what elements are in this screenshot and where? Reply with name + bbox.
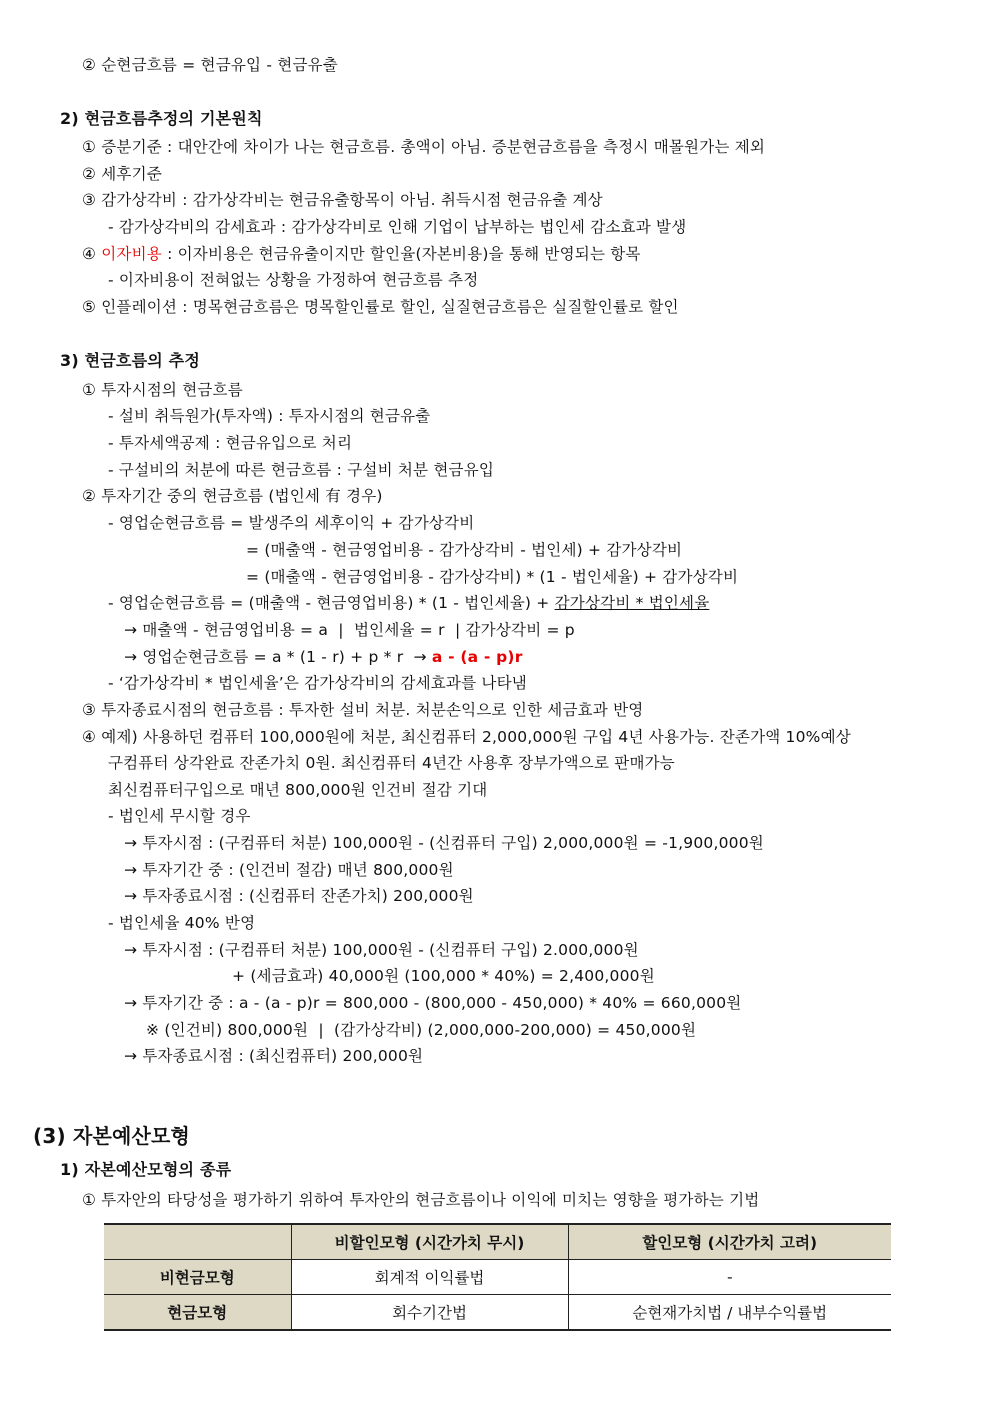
investment-point-cashflow: ① 투자시점의 현금흐름 <box>82 381 243 399</box>
interest-keyword: 이자비용 <box>101 245 162 263</box>
ignore-tax-investment-point: → 투자시점 : (구컴퓨터 처분) 100,000원 - (신컴퓨터 구입) 2,000,000원 = -1,900,000원 <box>124 834 764 852</box>
table-header-cell: 할인모형 (시간가치 고려) <box>568 1224 891 1260</box>
tax-shield-note: - ‘감가상각비 * 법인세율’은 감가상각비의 감세효과를 나타냄 <box>108 674 527 692</box>
operating-cashflow-formula-3: = (매출액 - 현금영업비용 - 감가상각비) * (1 - 법인세율) + 감가상각비 <box>246 568 739 586</box>
with-tax-during-note: ※ (인건비) 800,000원 | (감가상각비) (2,000,000-200,000) = 450,000원 <box>146 1021 697 1039</box>
table-row-header: 비현금모형 <box>104 1260 291 1295</box>
with-tax-investment-point-cont: + (세금효과) 40,000원 (100,000 * 40%) = 2,400,000원 <box>232 967 655 985</box>
operating-cashflow-formula-1: - 영업순현금흐름 = 발생주의 세후이익 + 감가상각비 <box>108 514 475 532</box>
termination-cashflow: ③ 투자종료시점의 현금흐름 : 투자한 설비 처분. 처분손익으로 인한 세금효과 반영 <box>82 701 644 719</box>
acquisition-cost: - 설비 취득원가(투자액) : 투자시점의 현금유출 <box>108 407 431 425</box>
section-heading-model-types: 1) 자본예산모형의 종류 <box>60 1160 232 1179</box>
principle-incremental: ① 증분기준 : 대안간에 차이가 나는 현금흐름. 총액이 아님. 증분현금흐름을 측정시 매몰원가는 제외 <box>82 138 766 156</box>
example-line-2: 구컴퓨터 상각완료 잔존가치 0원. 최신컴퓨터 4년간 사용후 장부가액으로 판매가능 <box>108 754 675 772</box>
old-equipment-disposal: - 구설비의 처분에 따른 현금흐름 : 구설비 처분 현금유입 <box>108 461 495 479</box>
capital-budgeting-table <box>104 1223 891 1331</box>
net-cashflow-formula: ② 순현금흐름 = 현금유입 - 현금유출 <box>82 56 338 74</box>
principle-inflation: ⑤ 인플레이션 : 명목현금흐름은 명목할인률로 할인, 실질현금흐름은 실질할인률로 할인 <box>82 298 679 316</box>
operating-cashflow-simplified: → 영업순현금흐름 = a * (1 - r) + p * r → a - (a - p)r <box>124 648 523 666</box>
section-heading-estimation: 3) 현금흐름의 추정 <box>60 351 200 370</box>
ignore-tax-heading: - 법인세 무시할 경우 <box>108 807 251 825</box>
with-tax-during: → 투자기간 중 : a - (a - p)r = 800,000 - (800,000 - 450,000) * 40% = 660,000원 <box>124 994 742 1012</box>
table-row <box>104 1295 891 1331</box>
principle-after-tax: ② 세후기준 <box>82 165 162 183</box>
ignore-tax-during: → 투자기간 중 : (인건비 절감) 매년 800,000원 <box>124 861 454 879</box>
table-cell: - <box>568 1260 891 1295</box>
section-heading-capital-budgeting: (3) 자본예산모형 <box>33 1124 191 1148</box>
example-line-1: ④ 예제) 사용하던 컴퓨터 100,000원에 처분, 최신컴퓨터 2,000,000원 구입 4년 사용가능. 잔존가액 10%예상 <box>82 728 851 746</box>
table-row <box>104 1260 891 1295</box>
interest-note: - 이자비용이 전혀없는 상황을 가정하여 현금흐름 추정 <box>108 271 479 289</box>
during-investment-cashflow: ② 투자기간 중의 현금흐름 (법인세 有 경우) <box>82 487 383 505</box>
principle-interest: ④ 이자비용 : 이자비용은 현금유출이지만 할인율(자본비용)을 통해 반영되는 항목 <box>82 245 641 263</box>
table-header-row <box>104 1224 891 1260</box>
table-header-cell: 비할인모형 (시간가치 무시) <box>291 1224 568 1260</box>
operating-cashflow-formula-2: = (매출액 - 현금영업비용 - 감가상각비 - 법인세) + 감가상각비 <box>246 541 683 559</box>
ignore-tax-termination: → 투자종료시점 : (신컴퓨터 잔존가치) 200,000원 <box>124 887 474 905</box>
tax-shield-term: 감가상각비 * 법인세율 <box>554 594 710 612</box>
variable-definitions: → 매출액 - 현금영업비용 = a | 법인세율 = r | 감가상각비 = p <box>124 621 575 639</box>
table-header-cell <box>104 1224 291 1260</box>
table-cell: 회수기간법 <box>291 1295 568 1331</box>
depreciation-tax-effect: - 감가상각비의 감세효과 : 감가상각비로 인해 기업이 납부하는 법인세 감소효과 발생 <box>108 218 687 236</box>
with-tax-termination: → 투자종료시점 : (최신컴퓨터) 200,000원 <box>124 1047 424 1065</box>
investment-tax-credit: - 투자세액공제 : 현금유입으로 처리 <box>108 434 353 452</box>
table-cell: 순현재가치법 / 내부수익률법 <box>568 1295 891 1331</box>
with-tax-investment-point: → 투자시점 : (구컴퓨터 처분) 100,000원 - (신컴퓨터 구입) 2.000,000원 <box>124 941 639 959</box>
section-heading-principles: 2) 현금흐름추정의 기본원칙 <box>60 109 263 128</box>
table-cell: 회계적 이익률법 <box>291 1260 568 1295</box>
operating-cashflow-formula-4: - 영업순현금흐름 = (매출액 - 현금영업비용) * (1 - 법인세율) + 감가상각비 * 법인세율 <box>108 594 710 612</box>
table-row-header: 현금모형 <box>104 1295 291 1331</box>
principle-depreciation: ③ 감가상각비 : 감가상각비는 현금유출항목이 아님. 취득시점 현금유출 계상 <box>82 191 603 209</box>
simplified-result: a - (a - p)r <box>431 648 523 666</box>
example-line-3: 최신컴퓨터구입으로 매년 800,000원 인건비 절감 기대 <box>108 781 488 799</box>
with-tax-heading: - 법인세율 40% 반영 <box>108 914 256 932</box>
model-types-description: ① 투자안의 타당성을 평가하기 위하여 투자안의 현금흐름이나 이익에 미치는 영향을 평가하는 기법 <box>82 1191 760 1209</box>
